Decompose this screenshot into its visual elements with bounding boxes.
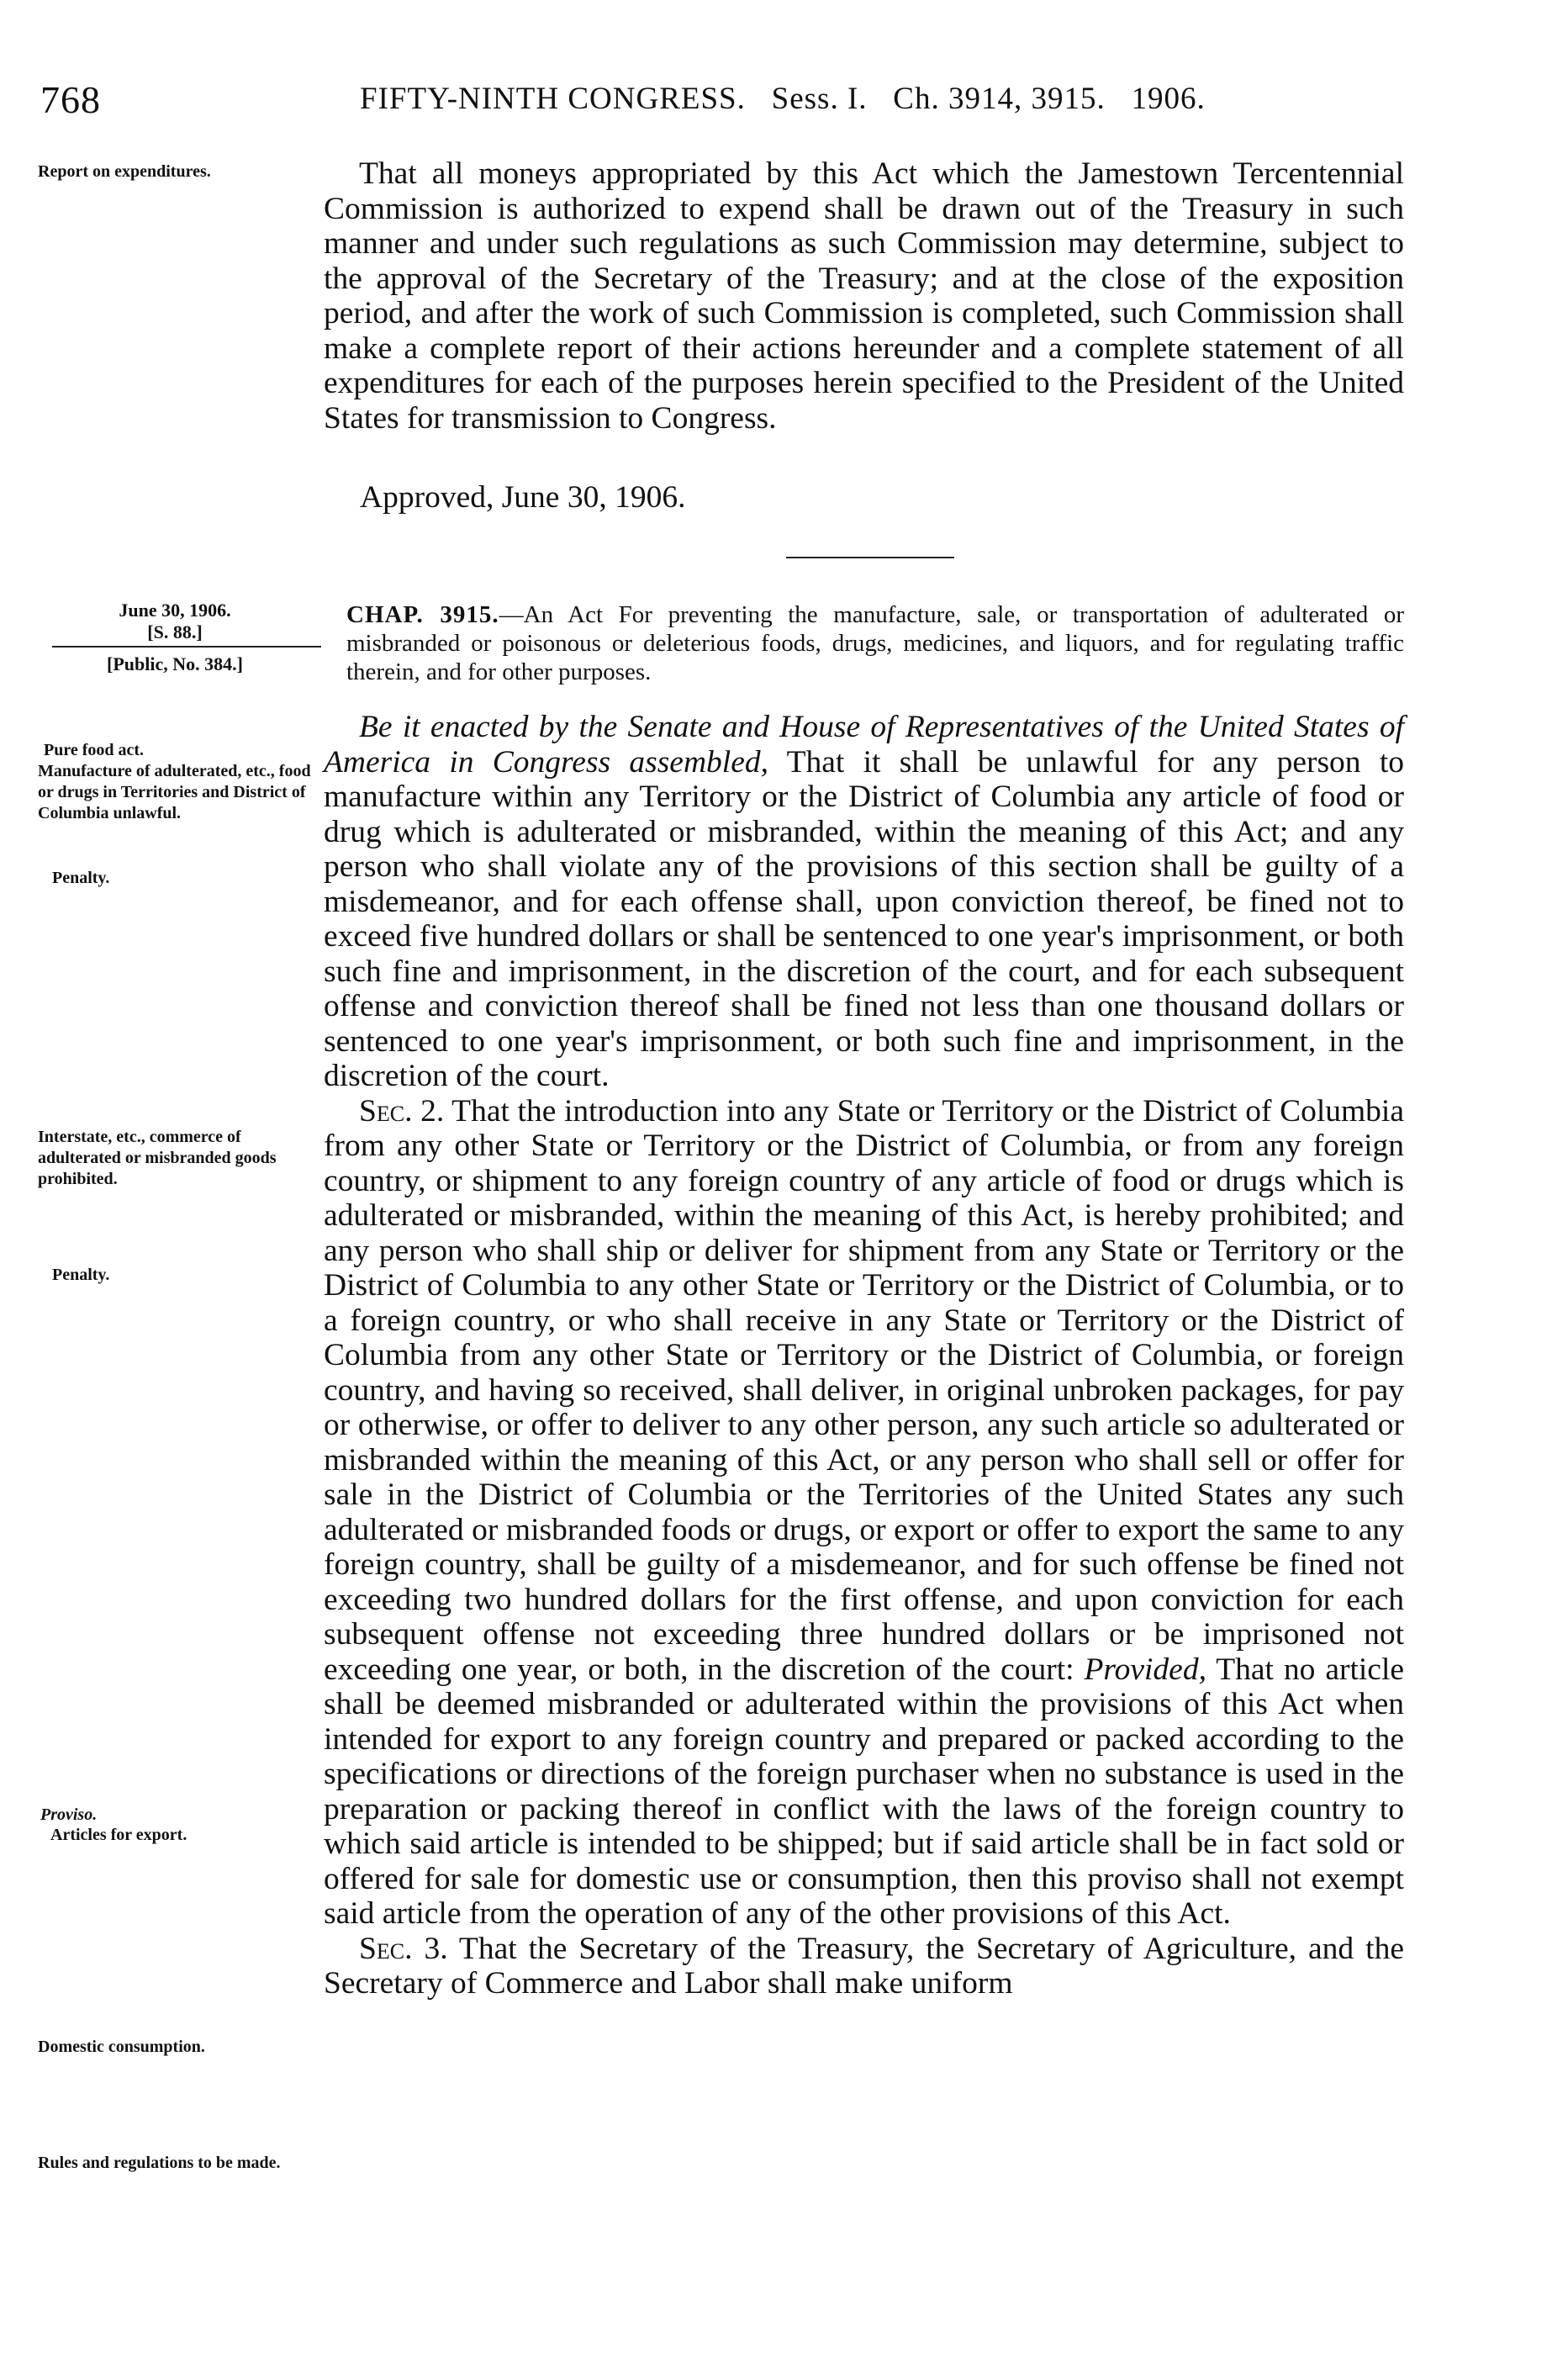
section-2 (324, 1094, 1404, 1932)
chapter-label: CHAP. 3915. (346, 601, 499, 628)
margin-note-date: June 30, 1906. (119, 600, 231, 621)
margin-note-penalty: Penalty. (52, 869, 110, 887)
margin-note-proviso: Proviso. (40, 1805, 98, 1824)
margin-note-articles-for-export: Articles for export. (50, 1826, 187, 1844)
margin-note-bill: [S. 88.] (147, 621, 203, 642)
provided-clause: Provided, (1084, 1652, 1206, 1687)
margin-note-manufacture-unlawful: Manufacture of adulterated, etc., food or drugs in Territories and District of Columbia unlawful. (38, 762, 311, 822)
margin-note-penalty-2: Penalty. (52, 1266, 110, 1284)
section-1 (324, 710, 1404, 1094)
margin-note-report-on-expenditures: Report on expenditures. (38, 162, 211, 181)
margin-note-domestic-consumption: Domestic consumption. (38, 2038, 205, 2056)
chapter-divider (786, 557, 954, 558)
expenditures-paragraph: That all moneys appropriated by this Act which the Jamestown Tercentennial Commission is authorized to expend shall be drawn out of the Treasury in such manner and under such regulations as such Commission may determine, subject to the approval of the Secretary of the Treasury; and at the close of the exposition period, and after the work of such Commission is completed, such Commission shall make a complete report of their actions hereunder and a complete statement of all expenditures for each of the purposes herein specified to the President of the United States for transmission to Congress. (324, 156, 1404, 436)
section-2-label: Sec. 2. (359, 1093, 445, 1129)
running-head-title: FIFTY-NINTH CONGRESS. (360, 82, 746, 116)
enacting-clause: Be it enacted by the Senate and House of Representatives of the United States of America in Congress assembled, (324, 710, 1404, 780)
running-head-year: 1906. (1131, 82, 1206, 116)
chapter-title: —An Act For preventing the manufacture, sale, or transportation of adulterated or misbranded or poisonous or deleterious foods, drugs, medicines, and liquors, and for regulating traffic therein, and for other purposes. (346, 601, 1404, 685)
margin-note-pure-food-act: Pure food act. (44, 741, 145, 759)
section-3-text: That the Secretary of the Treasury, the Secretary of Agriculture, and the Secretary of Commerce and Labor shall make uniform (324, 1931, 1404, 2001)
margin-note-interstate-commerce: Interstate, etc., commerce of adulterated or misbranded goods prohibited. (38, 1128, 277, 1188)
section-1-text: That it shall be unlawful for any person to manufacture within any Territory or the District of Columbia any article of food or drug which is adulterated or misbranded, within the meaning of this Act; and any person who shall violate any of the provisions of this section shall be guilty of a misdemeanor, and for each offense shall, upon conviction thereof, be fined not to exceed five hundred dollars or shall be sentenced to one year's imprisonment, or both such fine and imprisonment, in the discretion of the court, and for each subsequent offense and conviction thereof shall be fined not less than one thousand dollars or sentenced to one year's imprisonment, or both such fine and imprisonment, in the discretion of the court. (324, 744, 1405, 1093)
running-head-session: Sess. I. (771, 82, 868, 116)
chapter-3915-body (324, 710, 1404, 2001)
margin-note-rules-and-regulations: Rules and regulations to be made. (38, 2154, 281, 2172)
running-head-chapter: Ch. 3914, 3915. (893, 82, 1106, 116)
chapter-3914-paragraph (324, 156, 1404, 436)
page-number: 768 (40, 78, 101, 121)
section-3 (324, 1932, 1404, 2001)
chapter-3915-heading (346, 600, 1404, 686)
running-header (40, 77, 1436, 128)
margin-divider (52, 646, 321, 648)
section-3-label: Sec. 3. (359, 1931, 448, 1966)
approval-line: Approved, June 30, 1906. (360, 480, 686, 515)
section-2-text-part1: That the introduction into any State or Territory or the District of Columbia from any other State or Territory or the District of Columbia, or from any foreign country, or shipment to any foreign country of any article of food or drugs which is adulterated or misbranded, within the meaning of this Act, is hereby prohibited; and any person who shall ship or deliver for shipment from any State or Territory or the District of Columbia to any other State or Territory or the District of Columbia, or to a foreign country, or who shall receive in any State or Territory or the District of Columbia from any other State or Territory or the District of Columbia, or foreign country, and having so received, shall deliver, in original unbroken packages, for pay or otherwise, or offer to deliver to any other person, any such article so adulterated or misbranded within the meaning of this Act, or any person who shall sell or offer for sale in the District of Columbia or the Territories of the United States any such adulterated or misbranded foods or drugs, or export or offer to export the same to any foreign country, shall be guilty of a misdemeanor, and for such offense be fined not exceeding two hundred dollars for the first offense, and upon conviction for each subsequent offense not exceeding three hundred dollars or be imprisoned not exceeding one year, or both, in the discretion of the court: (324, 1093, 1404, 1687)
margin-note-public-number: [Public, No. 384.] (107, 653, 243, 674)
running-head (360, 81, 1206, 117)
section-2-text-part2: That no article shall be deemed misbranded or adulterated within the provisions of this Act when intended for export to any foreign country and prepared or packed according to the specifications or directions of the foreign purchaser when no substance is used in the preparation or packing thereof in conflict with the laws of the foreign country to which said article is intended to be shipped; but if said article shall be in fact sold or offered for sale for domestic use or consumption, then this proviso shall not exempt said article from the operation of any of the other provisions of this Act. (324, 1652, 1405, 1931)
